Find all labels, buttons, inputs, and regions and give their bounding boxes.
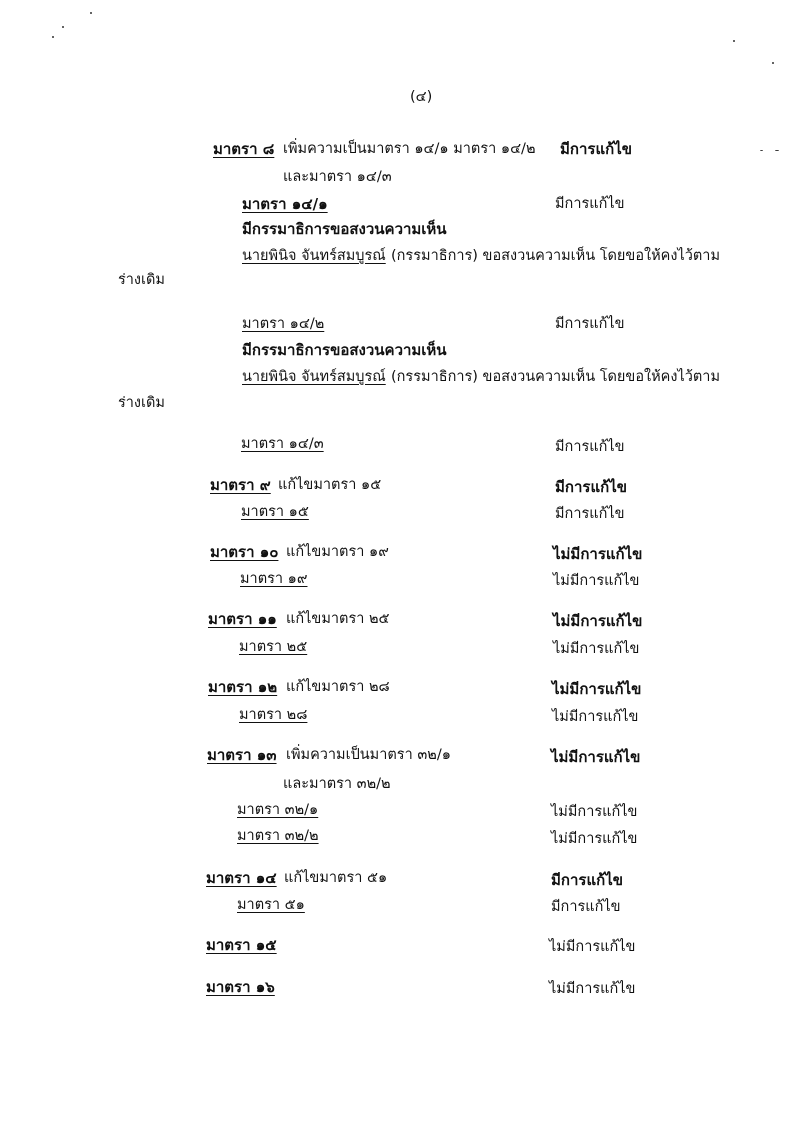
section-12-label: มาตรา ๑๒: [208, 678, 278, 696]
section-14-3-status: มีการแก้ไข: [555, 439, 625, 455]
section-14-2-label: มาตรา ๑๔/๒: [242, 316, 325, 332]
comment-2-text: (กรรมาธิการ) ขอสงวนความเห็น โดยขอให้คงไว้ตาม: [391, 369, 721, 385]
section-14-status: มีการแก้ไข: [551, 871, 623, 889]
section-15-status: มีการแก้ไข: [555, 506, 625, 522]
section-13-desc-cont: และมาตรา ๓๒/๒: [283, 776, 391, 792]
section-51-label: มาตรา ๕๑: [237, 897, 305, 913]
section-51-status: มีการแก้ไข: [551, 899, 621, 915]
section-8-label: มาตรา ๘: [213, 140, 275, 158]
section-9-status: มีการแก้ไข: [555, 478, 627, 496]
scan-speck: [775, 150, 779, 151]
section-16-label: มาตรา ๑๖: [206, 978, 275, 996]
section-10-desc: แก้ไขมาตรา ๑๙: [286, 544, 389, 560]
page-number: (๔): [410, 89, 433, 105]
section-10-label: มาตรา ๑๐: [210, 543, 279, 561]
section-15-top-label: มาตรา ๑๕: [206, 936, 277, 954]
section-13-desc: เพิ่มความเป็นมาตรา ๓๒/๑: [286, 747, 451, 763]
section-8-status: มีการแก้ไข: [560, 140, 632, 158]
comment-1-heading: มีกรรมาธิการขอสงวนความเห็น: [242, 220, 447, 238]
section-25-label: มาตรา ๒๕: [239, 639, 308, 655]
section-32-1-label: มาตรา ๓๒/๑: [237, 802, 319, 818]
section-13-label: มาตรา ๑๓: [207, 746, 277, 764]
scan-speck: [733, 40, 735, 42]
section-19-status: ไม่มีการแก้ไข: [553, 573, 640, 589]
section-32-2-label: มาตรา ๓๒/๒: [237, 828, 319, 844]
scan-speck: [52, 36, 54, 38]
section-13-status: ไม่มีการแก้ไข: [551, 748, 641, 766]
section-28-label: มาตรา ๒๘: [239, 707, 308, 723]
section-14-1-status: มีการแก้ไข: [555, 196, 625, 212]
section-9-label: มาตรา ๙: [210, 476, 271, 494]
section-10-status: ไม่มีการแก้ไข: [553, 545, 643, 563]
section-15-label: มาตรา ๑๕: [241, 504, 309, 520]
section-32-1-status: ไม่มีการแก้ไข: [551, 804, 638, 820]
section-32-2-status: ไม่มีการแก้ไข: [551, 831, 638, 847]
section-14-label: มาตรา ๑๔: [206, 869, 277, 887]
comment-2-member: นายพินิจ จันทร์สมบูรณ์: [242, 369, 386, 385]
section-9-desc: แก้ไขมาตรา ๑๕: [278, 477, 382, 493]
section-12-status: ไม่มีการแก้ไข: [552, 680, 642, 698]
comment-1-text: (กรรมาธิการ) ขอสงวนความเห็น โดยขอให้คงไว้ตาม: [391, 248, 721, 264]
comment-2-wrap: ร่างเดิม: [118, 395, 165, 411]
section-14-3-label: มาตรา ๑๔/๓: [241, 436, 324, 452]
section-14-desc: แก้ไขมาตรา ๕๑: [284, 870, 388, 886]
section-28-status: ไม่มีการแก้ไข: [552, 709, 639, 725]
section-14-2-status: มีการแก้ไข: [555, 316, 625, 332]
section-8-desc-cont: และมาตรา ๑๔/๓: [283, 169, 392, 185]
section-19-label: มาตรา ๑๙: [240, 571, 308, 587]
section-8-desc: เพิ่มความเป็นมาตรา ๑๔/๑ มาตรา ๑๔/๒: [283, 141, 536, 157]
scan-speck: [760, 150, 763, 151]
scan-speck: [90, 12, 92, 14]
section-11-label: มาตรา ๑๑: [208, 610, 277, 628]
scan-speck: [772, 62, 774, 64]
comment-1-wrap: ร่างเดิม: [118, 272, 165, 288]
section-14-1-label: มาตรา ๑๔/๑: [242, 195, 328, 213]
section-11-desc: แก้ไขมาตรา ๒๕: [286, 611, 390, 627]
section-25-status: ไม่มีการแก้ไข: [553, 641, 640, 657]
comment-2-heading: มีกรรมาธิการขอสงวนความเห็น: [242, 341, 447, 359]
section-16-status: ไม่มีการแก้ไข: [549, 981, 636, 997]
section-15-top-status: ไม่มีการแก้ไข: [549, 939, 636, 955]
section-11-status: ไม่มีการแก้ไข: [553, 612, 643, 630]
comment-1-member: นายพินิจ จันทร์สมบูรณ์: [242, 248, 386, 264]
section-12-desc: แก้ไขมาตรา ๒๘: [286, 679, 390, 695]
scan-speck: [62, 26, 64, 28]
